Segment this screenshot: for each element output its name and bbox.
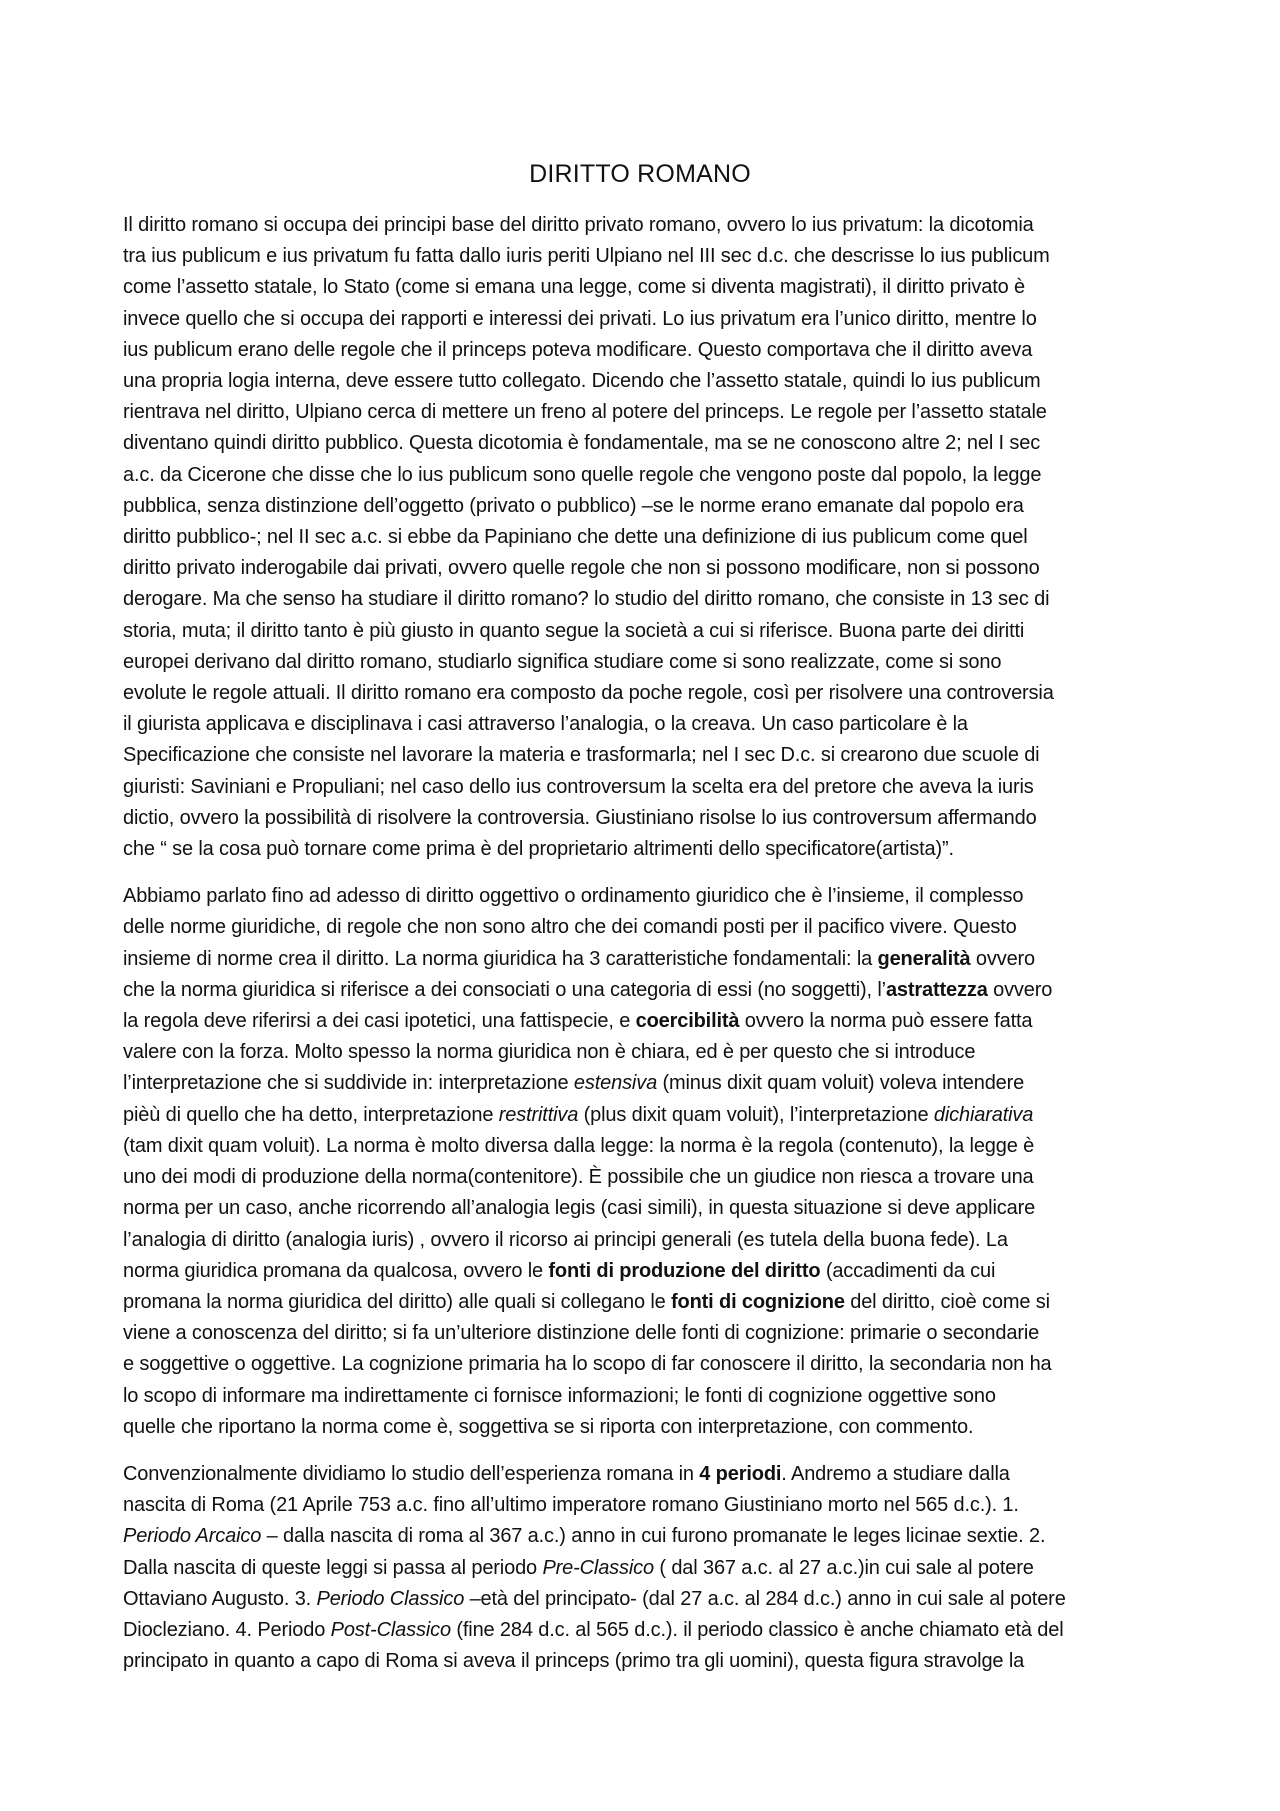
italic-term: estensiva [573, 1072, 658, 1095]
text-run: – dalla nascita di roma al 367 a.c.) anno in cui furono promanate le leges licinae sextie. 2. Dalla nascita di queste leggi si passa al periodo [123, 1525, 1046, 1579]
paragraph-3 [123, 1459, 1165, 1677]
text-run: ovvero che la norma giuridica si riferisce a dei consociati o una categoria di essi (no soggetti), l’ [123, 947, 1036, 1001]
italic-term: dichiarativa [933, 1103, 1034, 1126]
text-run: (minus dixit quam voluit) voleva intendere pièù di quello che ha detto, interpretazione [123, 1072, 1025, 1126]
text-run: ovvero la regola deve riferirsi a dei casi ipotetici, una fattispecie, e [123, 978, 1053, 1033]
text-run: del diritto, cioè come si viene a conoscenza del diritto; si fa un’ulteriore distinzione delle fonti di cognizione: primarie o secondarie e soggettive o oggettive. La cognizione primaria ha lo scopo di far conoscere il diritto, la secondaria non ha lo scopo di informare ma indirettamente ci fornisce informazioni; le fonti di cognizione oggettive sono quelle che riportano la norma come è, soggettiva se si riporta con interpretazione, con commento. [123, 1290, 1052, 1438]
document-body [123, 210, 1165, 1693]
bold-term: astrattezza [885, 978, 988, 1001]
text-run: Convenzionalmente dividiamo lo studio dell’esperienza romana in [123, 1462, 700, 1485]
italic-term: restrittiva [498, 1103, 579, 1126]
italic-term: Pre-Classico [542, 1556, 654, 1579]
text-run: Il diritto romano si occupa dei principi base del diritto privato romano, ovvero lo ius privatum: la dicotomia tra ius publicum e ius privatum fu fatta dallo iuris periti Ulpiano nel III sec d.c. che descrisse lo ius publicum come l’assetto statale, lo Stato (come si emana una legge, come si diventa magistrati), il diritto privato è invece quello che si occupa dei rapporti e interessi dei privati. Lo ius privatum era l’unico diritto, mentre lo ius publicum erano delle regole che il princeps poteva modificare. Questo comportava che il diritto aveva una propria logia interna, deve essere tutto collegato. Dicendo che l’assetto statale, quindi lo ius publicum rientrava nel diritto, Ulpiano cerca di mettere un freno al potere del princeps. Le regole per l’assetto statale diventano quindi diritto pubblico. Questa dicotomia è fondamentale, ma se ne conoscono altre 2; nel I sec a.c. da Cicerone che disse che lo ius publicum sono quelle regole che vengono poste dal popolo, la legge pubblica, senza distinzione dell’oggetto (privato o pubblico) –se le norme erano emanate dal popolo era diritto pubblico-; nel II sec a.c. si ebbe da Papiniano che dette una definizione di ius publicum come quel diritto privato inderogabile dai privati, ovvero quelle regole che non si possono modificare, non si possono derogare. Ma che senso ha studiare il diritto romano? lo studio del diritto romano, che consiste in 13 sec di storia, muta; il diritto tanto è più giusto in quanto segue la società a cui si riferisce. Buona parte dei diritti europei derivano dal diritto romano, studiarlo significa studiare come si sono realizzate, come si sono evolute le regole attuali. Il diritto romano era composto da poche regole, così per risolvere una controversia il giurista applicava e disciplinava i casi attraverso l’analogia, o la creava. Un caso particolare è la Specificazione che consiste nel lavorare la materia e trasformarla; nel I sec D.c. si crearono due scuole di giuristi: Saviniani e Propuliani; nel caso dello ius controversum la scelta era del pretore che aveva la iuris dictio, ovvero la possibilità di risolvere la controversia. Giustiniano risolse lo ius controversum affermando che “ se la cosa può tornare come prima è del proprietario altrimenti dello specificatore(artista)”. [123, 214, 1054, 861]
text-run: ovvero la norma può essere fatta valere con la forza. Molto spesso la norma giuridica non è chiara, ed è per questo che si introduce l’interpretazione che si suddivide in: interpretazione [123, 1010, 1033, 1095]
text-run: . Andremo a studiare dalla nascita di Roma (21 Aprile 753 a.c. fino all’ultimo imperatore romano Giustiniano morto nel 565 d.c.). 1. [123, 1462, 1019, 1517]
text-run: (fine 284 d.c. al 565 d.c.). il periodo classico è anche chiamato età del principato in quanto a capo di Roma si aveva il princeps (primo tra gli uomini), questa figura stravolge la [123, 1618, 1064, 1673]
bold-term: coercibilità [635, 1010, 740, 1033]
paragraph-1 [123, 210, 1165, 865]
text-run: ( dal 367 a.c. al 27 a.c.)in cui sale al potere Ottaviano Augusto. 3. [123, 1556, 1034, 1610]
text-run: –età del principato- (dal 27 a.c. al 284 d.c.) anno in cui sale al potere Diocleziano. 4. Periodo [123, 1587, 1066, 1641]
italic-term: Post-Classico [330, 1618, 451, 1641]
text-run: Abbiamo parlato fino ad adesso di diritto oggettivo o ordinamento giuridico che è l’insieme, il complesso delle norme giuridiche, di regole che non sono altro che dei comandi posti per il pacifico vivere. Questo insieme di norme crea il diritto. La norma giuridica ha 3 caratteristiche fondamentali: la [123, 885, 1024, 970]
bold-term: fonti di produzione del diritto [548, 1259, 821, 1282]
text-run: (plus dixit quam voluit), l’interpretazione [578, 1103, 934, 1126]
bold-term: 4 periodi [699, 1462, 782, 1485]
text-run: (tam dixit quam voluit). La norma è molto diversa dalla legge: la norma è la regola (contenuto), la legge è uno dei modi di produzione della norma(contenitore). È possibile che un giudice non riesca a trovare una norma per un caso, anche ricorrendo all’analogia legis (casi simili), in questa situazione si deve applicare l’analogia di diritto (analogia iuris) , ovvero il ricorso ai principi generali (es tutela della buona fede). La norma giuridica promana da qualcosa, ovvero le [123, 1134, 1036, 1282]
bold-term: fonti di cognizione [671, 1290, 845, 1313]
italic-term: Periodo Classico [316, 1587, 465, 1610]
text-run: (accadimenti da cui promana la norma giuridica del diritto) alle quali si collegano le [123, 1259, 996, 1313]
document-title: DIRITTO ROMANO [529, 160, 751, 188]
italic-term: Periodo Arcaico [123, 1525, 262, 1548]
paragraph-2 [123, 881, 1165, 1443]
bold-term: generalità [877, 947, 971, 970]
